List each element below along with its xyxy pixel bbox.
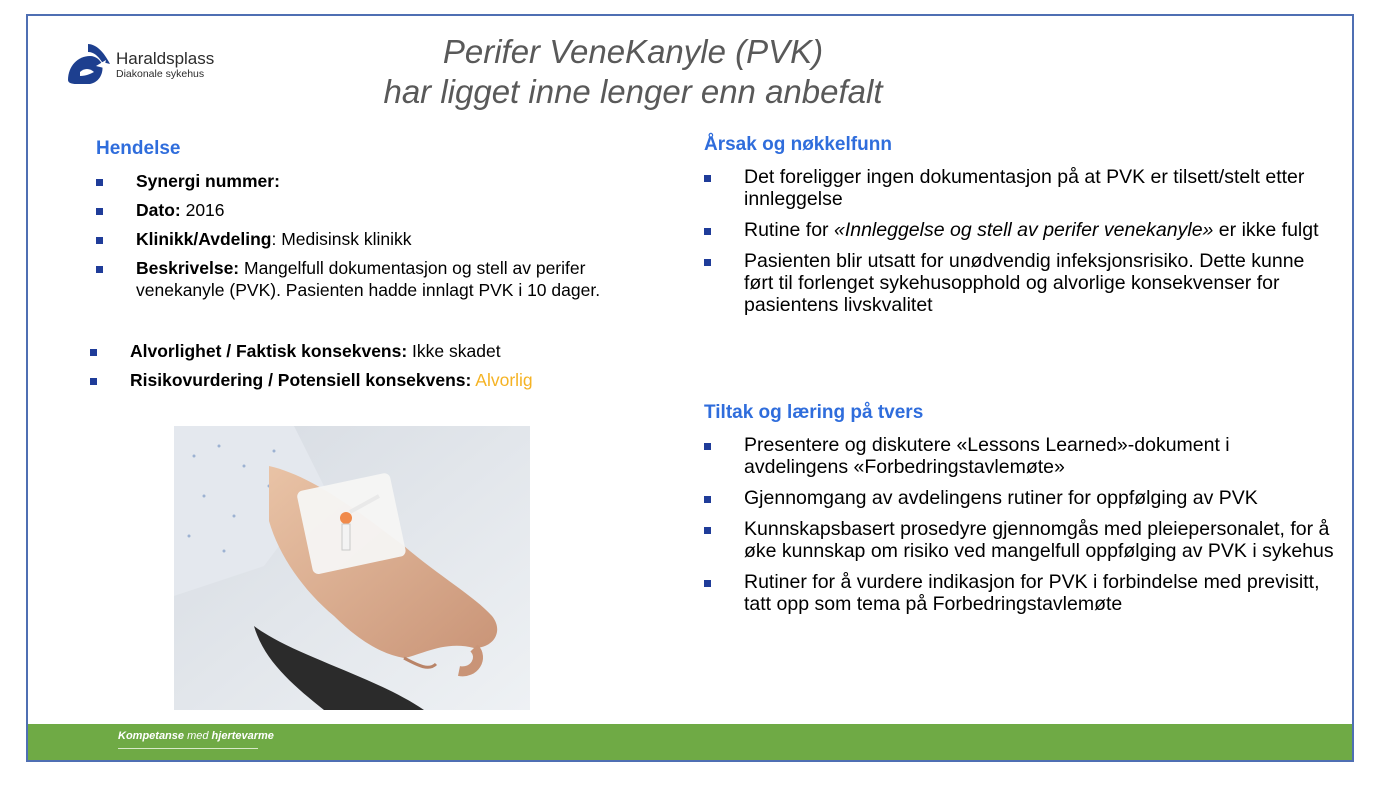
footer-bar (28, 724, 1352, 760)
bullet-icon (704, 443, 711, 450)
list-item (90, 340, 690, 362)
list-item (704, 571, 1334, 615)
item-text: Presentere og diskutere «Lessons Learned»-dokument i avdelingens «Forbedringstavlemøte» (744, 434, 1230, 478)
arsak-list (704, 166, 1334, 325)
bullet-icon (704, 496, 711, 503)
list-item (704, 219, 1334, 241)
bullet-icon (704, 527, 711, 534)
footer-slogan (118, 730, 274, 742)
logo (66, 42, 214, 88)
item-value: 2016 (180, 200, 225, 220)
list-item (704, 166, 1334, 210)
slide-title (328, 32, 938, 112)
item-value: Mangelfull dokumentasjon og stell av perifer venekanyle (PVK). Pasienten hadde innlagt PVK i 10 dager. (136, 258, 601, 300)
item-text-pre: Rutine for (744, 219, 834, 241)
bullet-icon (704, 259, 711, 266)
item-text: Rutiner for å vurdere indikasjon for PVK i forbindelse med previsitt, tatt opp som tema på Forbedringstavlemøte (744, 571, 1320, 615)
routine-name: «Innleggelse og stell av perifer venekanyle» (833, 219, 1214, 241)
bullet-icon (704, 228, 711, 235)
tiltak-list (704, 434, 1334, 624)
bullet-icon (704, 175, 711, 182)
slide (26, 14, 1354, 762)
item-text: Pasienten blir utsatt for unødvendig infeksjonsrisiko. Dette kunne ført til forlenget sykehusopphold og alvorlige konsekvenser for pasientens livskvalitet (744, 250, 1305, 316)
severity-label: Alvorlighet / Faktisk konsekvens: (130, 341, 408, 361)
severity-list (90, 340, 690, 398)
risk-label: Risikovurdering / Potensiell konsekvens: (130, 370, 472, 390)
footer-underline (118, 748, 258, 749)
bullet-icon (90, 378, 97, 385)
title-line-1: Perifer VeneKanyle (PVK) (442, 33, 824, 70)
logo-subtitle: Diakonale sykehus (116, 68, 205, 81)
list-item (96, 257, 656, 301)
dove-logo-icon (66, 42, 112, 88)
item-text: Det foreligger ingen dokumentasjon på at PVK er tilsett/stelt etter innleggelse (744, 166, 1305, 210)
tiltak-heading: Tiltak og læring på tvers (704, 402, 924, 423)
iv-cannula-hand-photo (174, 426, 530, 710)
list-item (704, 487, 1334, 509)
hendelse-heading: Hendelse (96, 138, 181, 159)
list-item (96, 170, 656, 192)
hendelse-list (96, 170, 656, 308)
title-line-2: har ligget inne lenger enn anbefalt (383, 73, 883, 110)
list-item (704, 434, 1334, 478)
list-item (704, 518, 1334, 562)
item-value: : Medisinsk klinikk (271, 229, 412, 249)
severity-value: Ikke skadet (407, 341, 501, 361)
bullet-icon (96, 237, 103, 244)
bullet-icon (96, 208, 103, 215)
item-label: Beskrivelse: (136, 258, 240, 278)
item-text-post: er ikke fulgt (1213, 219, 1319, 241)
bullet-icon (90, 349, 97, 356)
logo-name: Haraldsplass (116, 49, 215, 69)
risk-value: Alvorlig (471, 370, 533, 390)
slogan-part-1: Kompetanse (118, 730, 185, 742)
slogan-part-2: med (184, 730, 212, 742)
item-label: Synergi nummer: (136, 171, 280, 191)
arsak-heading: Årsak og nøkkelfunn (704, 134, 892, 155)
list-item (96, 228, 656, 250)
bullet-icon (96, 266, 103, 273)
list-item (704, 250, 1334, 316)
item-text: Kunnskapsbasert prosedyre gjennomgås med pleiepersonalet, for å øke kunnskap om risiko ved mangelfull oppfølging av PVK i sykehus (744, 518, 1334, 562)
list-item (90, 369, 690, 391)
list-item (96, 199, 656, 221)
bullet-icon (704, 580, 711, 587)
bullet-icon (96, 179, 103, 186)
slogan-part-3: hjertevarme (211, 730, 274, 742)
item-label: Dato: (136, 200, 181, 220)
item-label: Klinikk/Avdeling (136, 229, 272, 249)
item-text: Gjennomgang av avdelingens rutiner for oppfølging av PVK (744, 487, 1258, 509)
